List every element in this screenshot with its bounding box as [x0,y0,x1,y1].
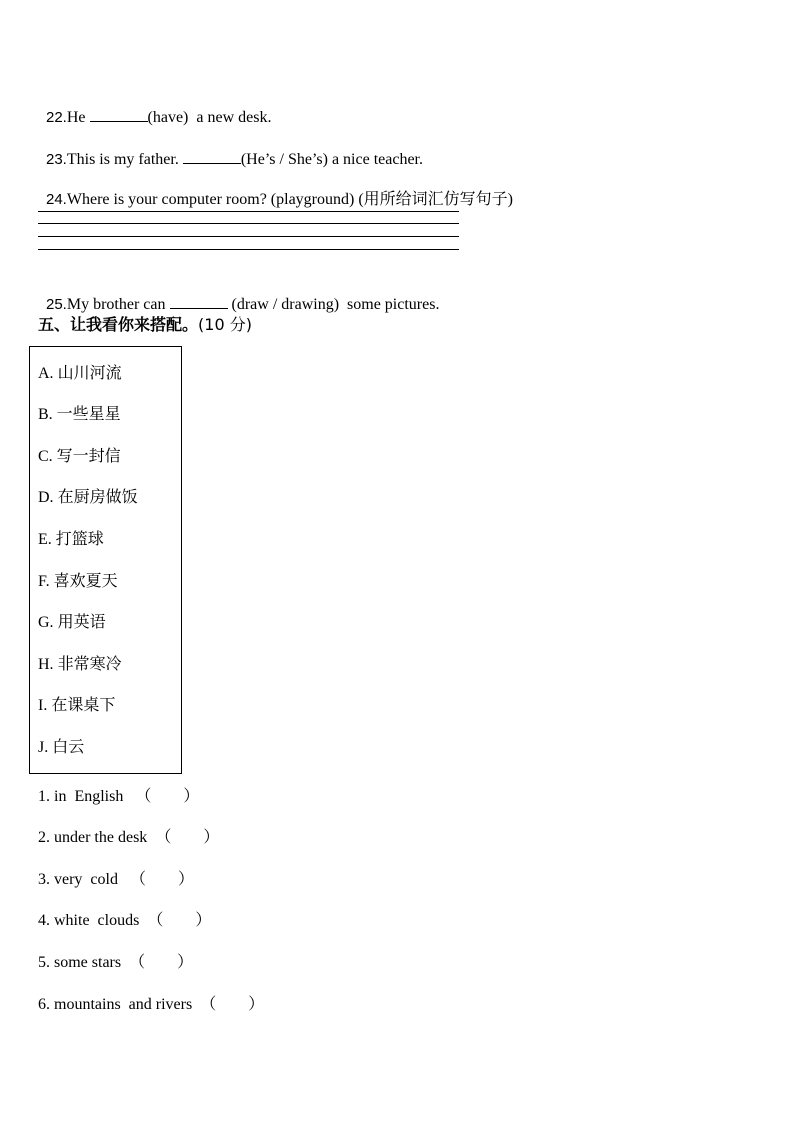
writing-line[interactable] [38,236,459,237]
option-f [38,571,118,592]
match-item-6 [38,994,264,1015]
option-letter: F. [38,573,50,590]
question-number: 25. [46,296,67,313]
option-letter: B. [38,406,53,423]
option-a [38,363,122,384]
answer-paren-close: ） [248,994,265,1013]
option-d [38,487,138,508]
answer-paren-open[interactable]: （ [155,827,172,846]
option-text: 用英语 [57,612,106,631]
option-text: 在厨房做饭 [57,487,138,506]
match-text: 4. white clouds [38,912,140,929]
option-letter: G. [38,614,54,631]
answer-blank[interactable] [170,294,228,309]
match-text: 3. very cold [38,871,118,888]
answer-paren-open[interactable]: （ [200,994,217,1013]
answer-blank[interactable] [90,107,148,122]
option-letter: D. [38,489,54,506]
option-text: 打篮球 [55,529,104,548]
answer-blank[interactable] [183,149,241,164]
option-i [38,695,115,716]
option-g [38,612,106,633]
answer-paren-close: ） [178,869,195,888]
option-h [38,654,122,675]
option-b [38,404,121,425]
section-title: 五、让我看你来搭配。 [38,315,199,334]
option-text: 喜欢夏天 [53,571,118,590]
match-text: 2. under the desk [38,829,148,846]
match-text: 6. mountains and rivers [38,996,193,1013]
question-text-before: This is my father. [66,151,183,168]
question-22 [38,87,271,128]
answer-paren-open[interactable]: （ [147,910,164,929]
question-text: Where is your computer room? (playground) (用所给词汇仿写句子) [66,191,513,208]
question-text-after: (have) a new desk. [147,109,272,126]
option-text: 一些星星 [56,404,121,423]
option-letter: J. [38,739,49,756]
option-e [38,529,104,550]
option-letter: E. [38,531,52,548]
section-points: (10 分) [198,315,252,334]
option-letter: C. [38,448,53,465]
question-number: 22. [46,109,67,126]
answer-paren-close: ） [203,827,220,846]
section-heading [38,314,252,336]
option-text: 在课桌下 [51,695,116,714]
question-24 [38,170,513,210]
option-text: 非常寒冷 [57,654,122,673]
answer-paren-open[interactable]: （ [135,786,152,805]
answer-paren-close: ） [195,910,212,929]
answer-paren-open[interactable]: （ [129,952,146,971]
option-text: 写一封信 [56,446,121,465]
option-letter: I. [38,697,48,714]
question-number: 24. [46,191,67,208]
question-text-after: (He’s / She’s) a nice teacher. [240,151,423,168]
question-number: 23. [46,151,67,168]
option-text: 山川河流 [57,363,122,382]
question-23 [38,129,423,170]
option-j [38,737,84,758]
match-item-5 [38,952,193,973]
question-text-after: (draw / drawing) some pictures. [227,296,440,313]
match-item-3 [38,869,194,890]
answer-paren-close: ） [183,786,200,805]
match-text: 1. in English [38,788,124,805]
option-letter: H. [38,656,54,673]
match-item-1 [38,786,199,807]
match-item-4 [38,910,211,931]
question-text-before: He [66,109,90,126]
answer-paren-open[interactable]: （ [129,869,146,888]
writing-line[interactable] [38,211,459,212]
option-text: 白云 [52,737,85,756]
writing-line[interactable] [38,249,459,250]
question-text-before: My brother can [66,296,170,313]
answer-paren-close: ） [177,952,194,971]
option-c [38,446,121,467]
writing-line[interactable] [38,223,459,224]
option-letter: A. [38,365,54,382]
match-text: 5. some stars [38,954,122,971]
match-item-2 [38,827,219,848]
question-25 [38,274,439,315]
